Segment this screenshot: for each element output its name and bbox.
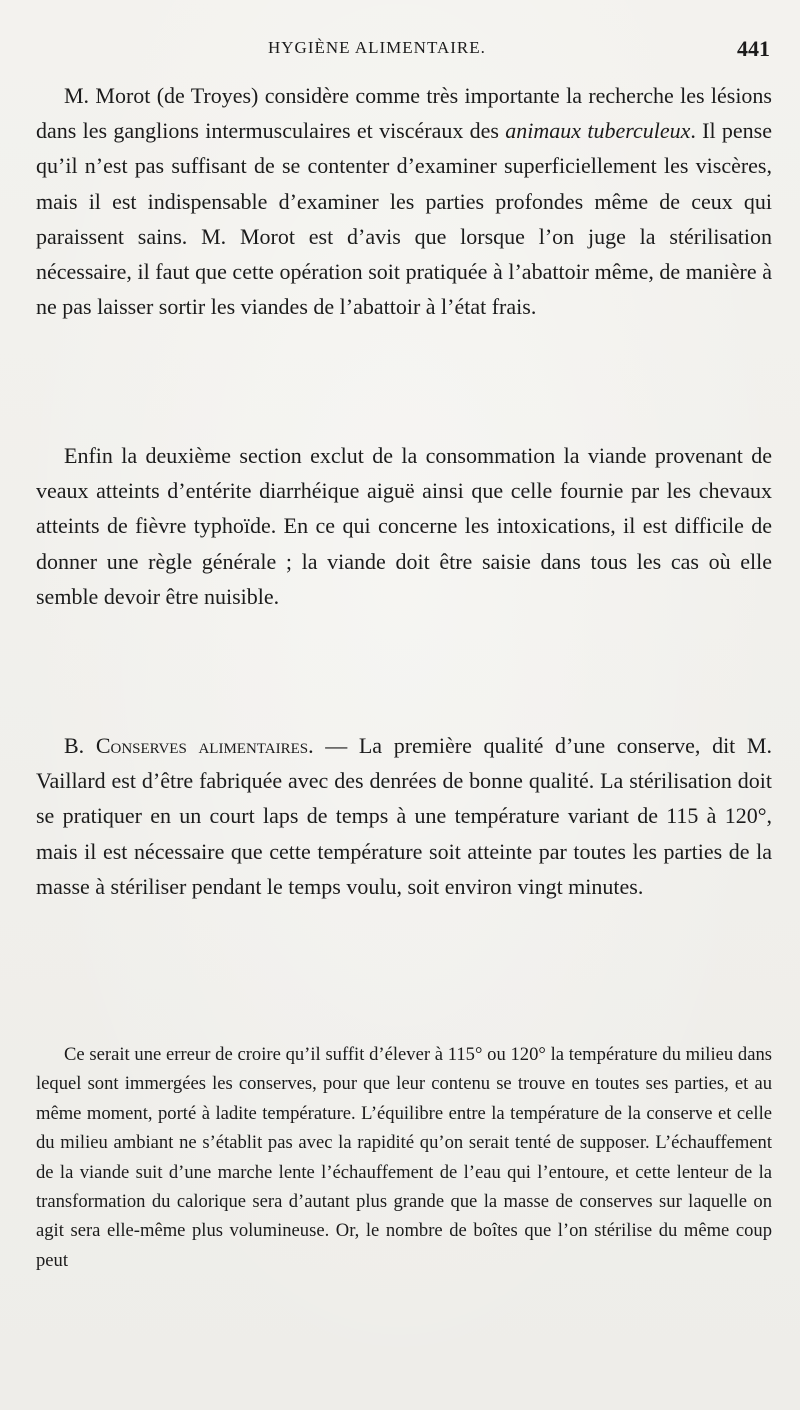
paragraph-1-text-b: . Il pense qu’il n’est pas suffisant de se contenter d’examiner superficiellement les viscères, mais il est indispensable d’examiner les parties profondes même de ceux qui paraissent sains. M. Morot est d’avis que lorsque l’on juge la stérilisation nécessaire, il faut que cette opération soit pratiquée à l’abattoir même, de manière à ne pas laisser sortir les viandes de l’abattoir à l’état frais. xyxy=(36,118,772,320)
paragraph-3-body: — La première qualité d’une conserve, dit M. Vaillard est d’être fabriquée avec des denrées de bonne qualité. La stérilisation doit se pratiquer en un court laps de temps à une température variant de 115 à 120°, mais il est nécessaire que cette température soit atteinte par toutes les parties de la masse à stériliser pendant le temps voulu, soit environ vingt minutes. xyxy=(36,733,772,899)
section-letter: B. xyxy=(64,733,96,758)
quoted-paragraph xyxy=(36,1040,772,1275)
paragraph-1-text-a: M. Morot (de Troyes) considère comme très importante la recherche les lésions dans les ganglions intermusculaires et viscéraux des xyxy=(36,83,772,144)
paragraph-3 xyxy=(36,728,772,904)
paragraph-1-italic: animaux tuberculeux xyxy=(505,118,691,144)
page-number: 441 xyxy=(737,36,770,61)
paragraph-section-two xyxy=(36,438,772,614)
paragraph-2: Enfin la deuxième section exclut de la consommation la viande provenant de veaux atteints d’entérite diarrhéique aiguë ainsi que celle fournie par les chevaux atteints de fièvre typhoïde. En ce qui concerne les intoxications, il est difficile de donner une règle générale ; la viande doit être saisie dans tous les cas où elle semble devoir être nuisible. xyxy=(36,443,772,609)
section-heading: Conserves alimentaires. xyxy=(95,733,314,758)
paragraph-4: Ce serait une erreur de croire qu’il suffit d’élever à 115° ou 120° la température du milieu dans lequel sont immergées les conserves, pour que leur contenu se trouve en toutes ses parties, et au même moment, porté à ladite température. L’équilibre entre la température de la conserve et celle du milieu ambiant ne s’établit pas avec la rapidité qu’on serait tenté de supposer. L’échauffement de la viande suit d’une marche lente l’échauffement de l’eau qui l’entoure, et cette lenteur de la transformation du calorique sera d’autant plus grande que la masse de conserves sur laquelle on agit sera elle-même plus volumineuse. Or, le nombre de boîtes que l’on stérilise du même coup peut xyxy=(36,1044,772,1271)
paragraph-morot xyxy=(36,78,772,324)
running-head xyxy=(0,38,800,68)
running-title: HYGIÈNE ALIMENTAIRE. xyxy=(268,38,486,57)
paragraph-1 xyxy=(36,78,772,324)
paragraph-conserves xyxy=(36,728,772,904)
